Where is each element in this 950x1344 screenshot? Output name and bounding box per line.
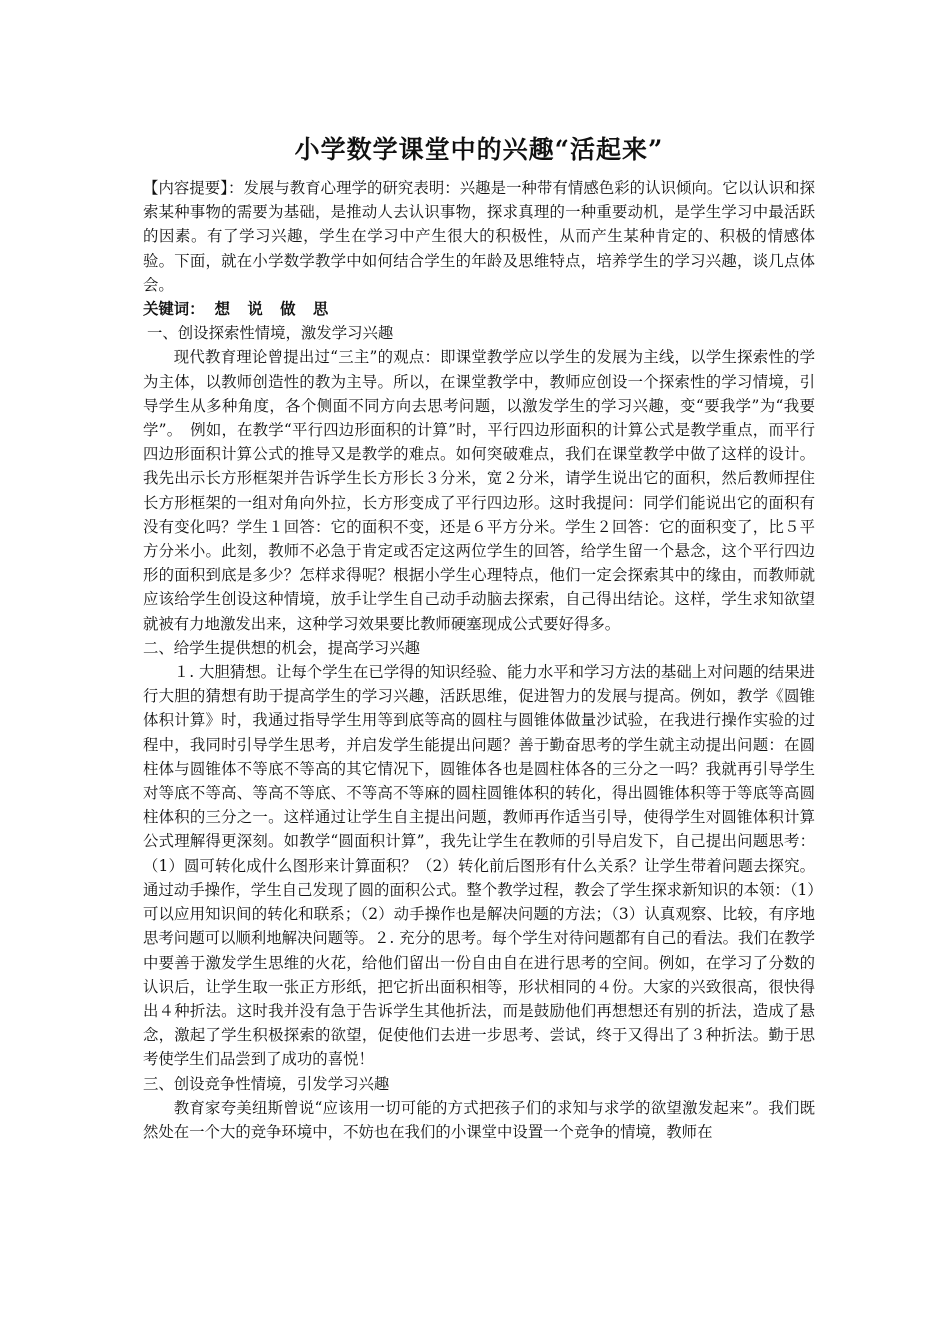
section-1-paragraph: 现代教育理论曾提出过“三主”的观点：即课堂教学应以学生的发展为主线，以学生探索性的学为主体，以教师创造性的教为主导。所以，在课堂教学中，教师应创设一个探索性的学习情境，引导学生从多种角度，各个侧面不同方向去思考问题，以激发学生的学习兴趣，变“要我学”为“我要学”。 例如，在教学“平行四边形面积的计算”时，平行四边形面积的计算公式是教学重点，而平行四边形面积计算公式的推导又是教学的难点。如何突破难点，我们在课堂教学中做了这样的设计。我先出示长方形框架并告诉学生长方形长３分米，宽２分米，请学生说出它的面积，然后教师捏住长方形框架的一组对角向外拉，长方形变成了平行四边形。这时我提问：同学们能说出它的面积有没有变化吗？学生１回答：它的面积不变，还是６平方分米。学生２回答：它的面积变了，比５平方分米小。此刻，教师不必急于肯定或否定这两位学生的回答，给学生留一个悬念，这个平行四边形的面积到底是多少？怎样求得呢？根据小学生心理特点，他们一定会探索其中的缘由，而教师就应该给学生创设这种情境，放手让学生自己动手动脑去探索，自己得出结论。这样，学生求知欲望就被有力地激发出来，这种学习效果要比教师硬塞现成公式要好得多。 [143,348,815,633]
section-heading-3: 三、创设竞争性情境，引发学习兴趣 [143,1074,390,1093]
keywords-line [143,297,815,321]
section-heading-1: 一、创设探索性情境，激发学习兴趣 [147,324,394,343]
section-3-paragraph: 教育家夸美纽斯曾说“应该用一切可能的方式把孩子们的求知与求学的欲望激发起来”。我们既然处在一个大的竞争环境中，不妨也在我们的小课堂中设置一个竞争的情境，教师在 [143,1098,815,1141]
section-heading-2: 二、给学生提供想的机会，提高学习兴趣 [143,638,421,657]
abstract-paragraph: 【内容提要】：发展与教育心理学的研究表明：兴趣是一种带有情感色彩的认识倾向。它以认识和探索某种事物的需要为基础，是推动人去认识事物，探求真理的一种重要动机，是学生学习中最活跃的因素。有了学习兴趣，学生在学习中产生很大的积极性，从而产生某种肯定的、积极的情感体验。下面，就在小学数学教学中如何结合学生的年龄及思维特点，培养学生的学习兴趣，谈几点体会。 [143,179,815,294]
keywords-words: 想 说 做 思 [214,300,335,319]
document-page [143,128,815,1144]
document-title: 小学数学课堂中的兴趣“活起来” [294,135,664,164]
keywords-label: 关键词： [143,300,205,319]
section-2-paragraph: １. 大胆猜想。让每个学生在已学得的知识经验、能力水平和学习方法的基础上对问题的结果进行大胆的猜想有助于提高学生的学习兴趣，活跃思维，促进智力的发展与提高。例如，教学《圆锥体积计算》时，我通过指导学生用等到底等高的圆柱与圆锥体做量沙试验，在我进行操作实验的过程中，我同时引导学生思考，并启发学生能提出问题？善于勤奋思考的学生就主动提出问题：在圆柱体与圆锥体不等底不等高的其它情况下，圆锥体各也是圆柱体各的三分之一吗？我就再引导学生对等底不等高、等高不等底、不等高不等麻的圆柱圆锥体积的转化，得出圆锥体积等于等底等高圆柱体积的三分之一。这样通过让学生自主提出问题，教师再作适当引导，使得学生对圆锥体积计算公式理解得更深刻。如教学“圆面积计算”，我先让学生在教师的引导启发下，自己提出问题思考：（1）圆可转化成什么图形来计算面积？（2）转化前后图形有什么关系？让学生带着问题去探究。通过动手操作，学生自己发现了圆的面积公式。整个教学过程，教会了学生探求新知识的本领：（1）可以应用知识间的转化和联系；（2）动手操作也是解决问题的方法；（3）认真观察、比较，有序地思考问题可以顺利地解决问题等。２. 充分的思考。每个学生对待问题都有自己的看法。我们在教学中要善于激发学生思维的火花，给他们留出一份自由自在进行思考的空间。例如，在学习了分数的认识后，让学生取一张正方形纸，把它折出面积相等，形状相同的４份。大家的兴致很高，很快得出４种折法。这时我并没有急于告诉学生其他折法，而是鼓励他们再想想还有别的折法，造成了悬念，激起了学生积极探索的欲望，促使他们去进一步思考、尝试，终于又得出了３种折法。勤于思考使学生们品尝到了成功的喜悦！ [143,663,815,1069]
